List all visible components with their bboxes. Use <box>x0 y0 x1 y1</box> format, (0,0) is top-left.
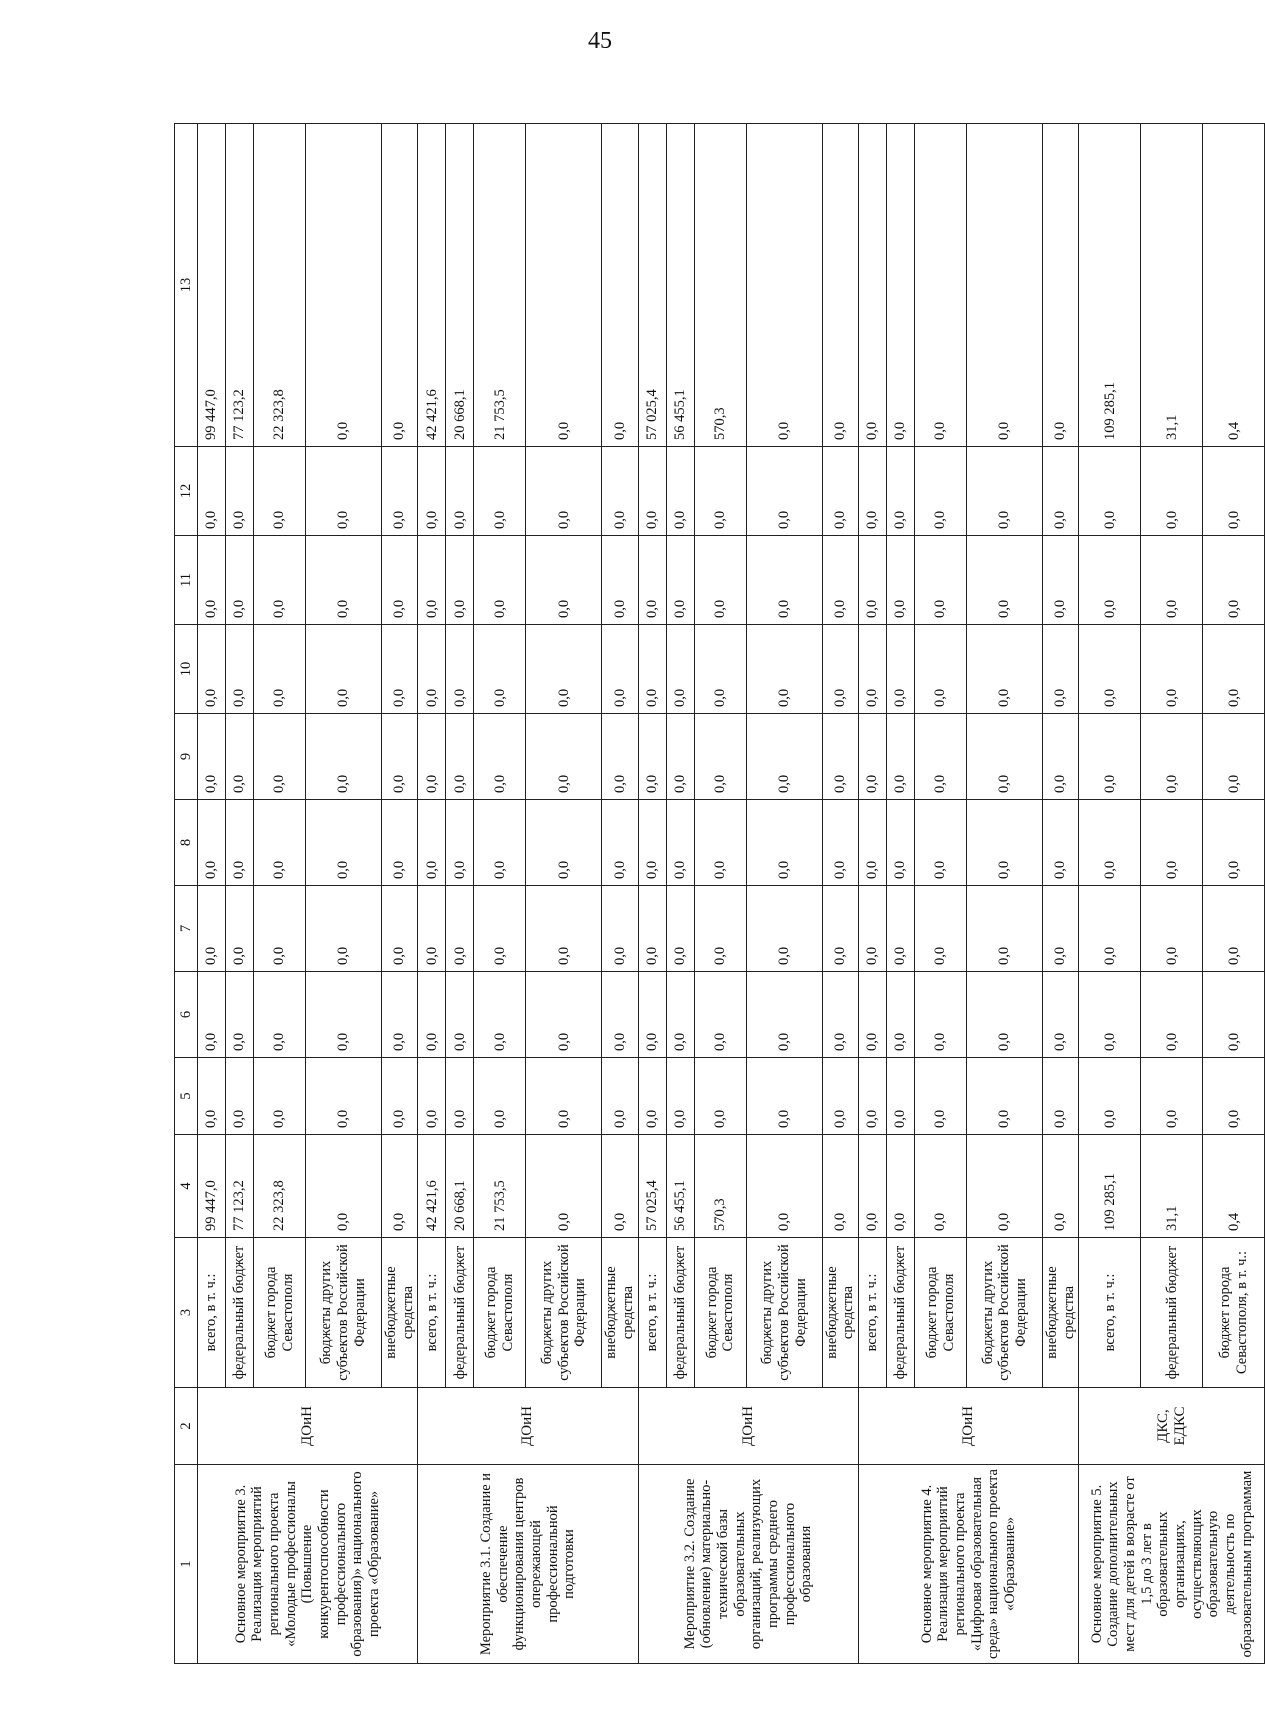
amount-cell: 0,0 <box>887 714 915 800</box>
amount-cell: 0,4 <box>1203 124 1265 447</box>
amount-cell: 0,0 <box>746 714 822 800</box>
column-header: 9 <box>175 714 198 800</box>
amount-cell: 0,0 <box>967 972 1043 1058</box>
amount-cell: 0,0 <box>1079 447 1141 536</box>
rotated-table-container <box>174 124 1255 1664</box>
amount-cell: 0,0 <box>1203 1058 1265 1135</box>
amount-cell: 0,0 <box>694 972 746 1058</box>
amount-cell: 109 285,1 <box>1079 124 1141 447</box>
amount-cell: 0,0 <box>967 447 1043 536</box>
amount-cell: 0,0 <box>915 972 967 1058</box>
amount-cell: 0,0 <box>306 536 382 625</box>
amount-cell: 0,0 <box>306 886 382 972</box>
column-header: 7 <box>175 886 198 972</box>
amount-cell: 0,0 <box>306 1135 382 1238</box>
amount-cell: 0,0 <box>418 625 446 714</box>
funding-source: бюджет города Севастополя <box>915 1238 967 1388</box>
amount-cell: 0,0 <box>666 972 694 1058</box>
amount-cell: 0,0 <box>1141 714 1203 800</box>
amount-cell: 0,0 <box>967 1058 1043 1135</box>
amount-cell: 0,0 <box>822 536 858 625</box>
amount-cell: 0,0 <box>666 1058 694 1135</box>
amount-cell: 0,0 <box>382 1058 418 1135</box>
amount-cell: 0,0 <box>382 447 418 536</box>
amount-cell: 0,0 <box>666 714 694 800</box>
amount-cell: 0,0 <box>474 625 526 714</box>
funding-source: бюджеты других субъектов Российской Федерации <box>526 1238 602 1388</box>
amount-cell: 0,0 <box>418 886 446 972</box>
amount-cell: 0,0 <box>198 447 226 536</box>
amount-cell: 0,0 <box>602 124 638 447</box>
amount-cell: 0,0 <box>859 625 887 714</box>
amount-cell: 0,0 <box>254 625 306 714</box>
amount-cell: 0,0 <box>254 972 306 1058</box>
funding-source: федеральный бюджет <box>666 1238 694 1388</box>
column-header: 10 <box>175 625 198 714</box>
amount-cell: 0,0 <box>198 1058 226 1135</box>
budget-table <box>174 123 1265 1664</box>
amount-cell: 0,0 <box>638 536 666 625</box>
amount-cell: 0,0 <box>1043 972 1079 1058</box>
amount-cell: 0,0 <box>1141 447 1203 536</box>
column-header: 12 <box>175 447 198 536</box>
amount-cell: 0,0 <box>887 447 915 536</box>
amount-cell: 0,0 <box>198 972 226 1058</box>
amount-cell: 0,0 <box>822 972 858 1058</box>
amount-cell: 0,0 <box>226 886 254 972</box>
amount-cell: 0,0 <box>226 625 254 714</box>
amount-cell: 0,0 <box>446 1058 474 1135</box>
amount-cell: 0,0 <box>967 886 1043 972</box>
amount-cell: 0,0 <box>1079 1058 1141 1135</box>
funding-source: бюджет города Севастополя, в т. ч.: <box>1203 1238 1265 1388</box>
amount-cell: 0,0 <box>1043 1058 1079 1135</box>
responsible-executor: ДОиН <box>198 1388 418 1465</box>
amount-cell: 0,0 <box>1079 625 1141 714</box>
amount-cell: 0,0 <box>526 972 602 1058</box>
amount-cell: 0,0 <box>915 714 967 800</box>
table-header <box>175 124 198 1664</box>
amount-cell: 0,0 <box>1203 972 1265 1058</box>
responsible-executor: ДОиН <box>638 1388 858 1465</box>
amount-cell: 57 025,4 <box>638 124 666 447</box>
amount-cell: 0,0 <box>306 1058 382 1135</box>
amount-cell: 57 025,4 <box>638 1135 666 1238</box>
funding-source: бюджеты других субъектов Российской Федерации <box>746 1238 822 1388</box>
amount-cell: 0,0 <box>1079 800 1141 886</box>
amount-cell: 0,0 <box>859 536 887 625</box>
amount-cell: 0,0 <box>638 447 666 536</box>
amount-cell: 0,0 <box>746 972 822 1058</box>
amount-cell: 570,3 <box>694 1135 746 1238</box>
amount-cell: 0,0 <box>887 536 915 625</box>
amount-cell: 0,0 <box>915 625 967 714</box>
amount-cell: 0,0 <box>1203 536 1265 625</box>
amount-cell: 0,0 <box>602 536 638 625</box>
amount-cell: 0,0 <box>822 1135 858 1238</box>
funding-source: бюджеты других субъектов Российской Федерации <box>306 1238 382 1388</box>
amount-cell: 56 455,1 <box>666 1135 694 1238</box>
amount-cell: 0,0 <box>254 714 306 800</box>
amount-cell: 0,0 <box>446 625 474 714</box>
amount-cell: 0,0 <box>382 536 418 625</box>
amount-cell: 0,0 <box>915 447 967 536</box>
amount-cell: 0,0 <box>306 972 382 1058</box>
column-header: 3 <box>175 1238 198 1388</box>
amount-cell: 0,0 <box>859 714 887 800</box>
amount-cell: 0,0 <box>198 886 226 972</box>
amount-cell: 0,0 <box>967 1135 1043 1238</box>
funding-source: бюджет города Севастополя <box>254 1238 306 1388</box>
amount-cell: 0,0 <box>198 625 226 714</box>
activity-description: Мероприятие 3.1. Создание и обеспечение функционирования центров опережающей профессиональной подготовки <box>418 1465 638 1664</box>
amount-cell: 109 285,1 <box>1079 1135 1141 1238</box>
amount-cell: 0,0 <box>887 886 915 972</box>
table-row <box>1079 124 1141 1664</box>
amount-cell: 0,0 <box>418 1058 446 1135</box>
amount-cell: 0,0 <box>1043 625 1079 714</box>
amount-cell: 21 753,5 <box>474 1135 526 1238</box>
amount-cell: 0,0 <box>226 714 254 800</box>
column-number-row <box>175 124 198 1664</box>
amount-cell: 0,0 <box>666 447 694 536</box>
amount-cell: 0,0 <box>474 800 526 886</box>
column-header: 11 <box>175 536 198 625</box>
amount-cell: 0,0 <box>526 625 602 714</box>
amount-cell: 0,0 <box>474 714 526 800</box>
amount-cell: 77 123,2 <box>226 124 254 447</box>
amount-cell: 0,0 <box>1141 800 1203 886</box>
amount-cell: 0,0 <box>887 1058 915 1135</box>
funding-source: федеральный бюджет <box>226 1238 254 1388</box>
amount-cell: 42 421,6 <box>418 124 446 447</box>
amount-cell: 0,0 <box>1043 800 1079 886</box>
funding-source: бюджет города Севастополя <box>474 1238 526 1388</box>
amount-cell: 0,0 <box>474 972 526 1058</box>
amount-cell: 0,0 <box>746 1135 822 1238</box>
amount-cell: 0,0 <box>887 972 915 1058</box>
amount-cell: 0,0 <box>382 625 418 714</box>
amount-cell: 0,0 <box>226 1058 254 1135</box>
amount-cell: 0,0 <box>382 1135 418 1238</box>
table-row <box>859 124 887 1664</box>
amount-cell: 0,0 <box>1043 536 1079 625</box>
amount-cell: 0,0 <box>226 972 254 1058</box>
amount-cell: 0,0 <box>859 972 887 1058</box>
amount-cell: 0,0 <box>694 714 746 800</box>
amount-cell: 0,0 <box>602 972 638 1058</box>
column-header: 4 <box>175 1135 198 1238</box>
amount-cell: 0,0 <box>1079 972 1141 1058</box>
amount-cell: 0,0 <box>666 625 694 714</box>
amount-cell: 0,0 <box>198 714 226 800</box>
amount-cell: 0,0 <box>694 800 746 886</box>
amount-cell: 0,0 <box>1203 625 1265 714</box>
amount-cell: 0,0 <box>198 800 226 886</box>
funding-source: федеральный бюджет <box>446 1238 474 1388</box>
amount-cell: 0,0 <box>746 536 822 625</box>
amount-cell: 0,0 <box>474 447 526 536</box>
amount-cell: 0,0 <box>638 625 666 714</box>
amount-cell: 0,0 <box>887 800 915 886</box>
amount-cell: 0,0 <box>822 447 858 536</box>
funding-source: бюджеты других субъектов Российской Федерации <box>967 1238 1043 1388</box>
amount-cell: 0,0 <box>1043 886 1079 972</box>
page-number: 45 <box>588 28 612 54</box>
amount-cell: 0,0 <box>915 1135 967 1238</box>
amount-cell: 0,0 <box>474 1058 526 1135</box>
amount-cell: 0,0 <box>638 886 666 972</box>
amount-cell: 0,0 <box>1079 886 1141 972</box>
responsible-executor: ДОиН <box>418 1388 638 1465</box>
funding-source: всего, в т. ч.: <box>418 1238 446 1388</box>
amount-cell: 0,0 <box>666 886 694 972</box>
funding-source: федеральный бюджет <box>887 1238 915 1388</box>
amount-cell: 0,0 <box>418 972 446 1058</box>
amount-cell: 0,0 <box>822 124 858 447</box>
amount-cell: 0,0 <box>1043 124 1079 447</box>
amount-cell: 0,0 <box>474 536 526 625</box>
amount-cell: 31,1 <box>1141 124 1203 447</box>
amount-cell: 0,0 <box>822 886 858 972</box>
activity-description: Основное мероприятие 3. Реализация мероприятий регионального проекта «Молодые профессионалы (Повышение конкурентоспособности профессионального образования)» национального проекта «Образование» <box>198 1465 418 1664</box>
funding-source: всего, в т. ч.: <box>198 1238 226 1388</box>
amount-cell: 570,3 <box>694 124 746 447</box>
amount-cell: 0,0 <box>746 447 822 536</box>
amount-cell: 0,0 <box>915 800 967 886</box>
amount-cell: 0,0 <box>1141 1058 1203 1135</box>
amount-cell: 0,0 <box>602 1058 638 1135</box>
amount-cell: 0,0 <box>638 1058 666 1135</box>
column-header: 2 <box>175 1388 198 1465</box>
amount-cell: 0,0 <box>1043 1135 1079 1238</box>
funding-source: всего, в т. ч.: <box>638 1238 666 1388</box>
amount-cell: 0,0 <box>446 972 474 1058</box>
amount-cell: 0,0 <box>967 536 1043 625</box>
funding-source: внебюджетные средства <box>602 1238 638 1388</box>
table-row <box>418 124 446 1664</box>
amount-cell: 0,0 <box>1203 447 1265 536</box>
amount-cell: 0,0 <box>859 886 887 972</box>
funding-source: внебюджетные средства <box>1043 1238 1079 1388</box>
amount-cell: 0,0 <box>859 1058 887 1135</box>
amount-cell: 0,0 <box>746 886 822 972</box>
amount-cell: 99 447,0 <box>198 1135 226 1238</box>
amount-cell: 0,0 <box>694 886 746 972</box>
amount-cell: 0,0 <box>418 714 446 800</box>
amount-cell: 0,0 <box>1141 886 1203 972</box>
responsible-executor: ДОиН <box>859 1388 1079 1465</box>
funding-source: внебюджетные средства <box>382 1238 418 1388</box>
amount-cell: 0,0 <box>967 625 1043 714</box>
amount-cell: 0,0 <box>746 1058 822 1135</box>
amount-cell: 0,0 <box>526 1135 602 1238</box>
amount-cell: 0,0 <box>638 800 666 886</box>
amount-cell: 0,0 <box>446 447 474 536</box>
amount-cell: 0,0 <box>915 1058 967 1135</box>
amount-cell: 0,0 <box>1079 536 1141 625</box>
amount-cell: 0,0 <box>887 625 915 714</box>
amount-cell: 0,0 <box>1043 447 1079 536</box>
amount-cell: 0,0 <box>526 447 602 536</box>
amount-cell: 0,0 <box>859 447 887 536</box>
amount-cell: 0,0 <box>746 124 822 447</box>
amount-cell: 0,0 <box>1141 625 1203 714</box>
amount-cell: 0,0 <box>1043 714 1079 800</box>
amount-cell: 0,0 <box>526 886 602 972</box>
amount-cell: 0,0 <box>226 536 254 625</box>
amount-cell: 0,0 <box>254 886 306 972</box>
amount-cell: 0,0 <box>746 800 822 886</box>
amount-cell: 0,0 <box>602 1135 638 1238</box>
amount-cell: 0,0 <box>859 800 887 886</box>
amount-cell: 0,0 <box>474 886 526 972</box>
amount-cell: 0,0 <box>822 1058 858 1135</box>
amount-cell: 0,0 <box>822 714 858 800</box>
table-row <box>638 124 666 1664</box>
amount-cell: 0,0 <box>602 886 638 972</box>
amount-cell: 0,0 <box>306 447 382 536</box>
amount-cell: 0,0 <box>198 536 226 625</box>
column-header: 8 <box>175 800 198 886</box>
amount-cell: 20 668,1 <box>446 1135 474 1238</box>
amount-cell: 0,0 <box>306 800 382 886</box>
amount-cell: 56 455,1 <box>666 124 694 447</box>
amount-cell: 0,0 <box>915 536 967 625</box>
amount-cell: 0,0 <box>1203 886 1265 972</box>
amount-cell: 42 421,6 <box>418 1135 446 1238</box>
amount-cell: 0,0 <box>967 800 1043 886</box>
column-header: 6 <box>175 972 198 1058</box>
amount-cell: 0,0 <box>418 447 446 536</box>
funding-source: бюджет города Севастополя <box>694 1238 746 1388</box>
amount-cell: 0,0 <box>1079 714 1141 800</box>
amount-cell: 0,0 <box>859 1135 887 1238</box>
amount-cell: 0,0 <box>526 536 602 625</box>
amount-cell: 99 447,0 <box>198 124 226 447</box>
amount-cell: 0,0 <box>746 625 822 714</box>
amount-cell: 0,0 <box>382 800 418 886</box>
amount-cell: 0,0 <box>254 1058 306 1135</box>
amount-cell: 0,0 <box>602 625 638 714</box>
amount-cell: 0,0 <box>967 714 1043 800</box>
amount-cell: 22 323,8 <box>254 1135 306 1238</box>
amount-cell: 0,0 <box>446 536 474 625</box>
amount-cell: 77 123,2 <box>226 1135 254 1238</box>
amount-cell: 20 668,1 <box>446 124 474 447</box>
amount-cell: 0,0 <box>967 124 1043 447</box>
amount-cell: 0,0 <box>694 625 746 714</box>
amount-cell: 0,0 <box>226 800 254 886</box>
amount-cell: 0,0 <box>694 1058 746 1135</box>
activity-description: Основное мероприятие 5. Создание дополнительных мест для детей в возрасте от 1,5 до 3 лет в образовательных организациях, осуществляющих образовательную деятельность по образовательным программам <box>1079 1465 1265 1664</box>
amount-cell: 0,0 <box>602 714 638 800</box>
amount-cell: 21 753,5 <box>474 124 526 447</box>
responsible-executor: ДКС, ЕДКС <box>1079 1388 1265 1465</box>
activity-description: Основное мероприятие 4. Реализация мероприятий регионального проекта «Цифровая образовательная среда» национального проекта «Образование» <box>859 1465 1079 1664</box>
amount-cell: 0,0 <box>254 536 306 625</box>
amount-cell: 0,4 <box>1203 1135 1265 1238</box>
funding-source: всего, в т. ч.: <box>859 1238 887 1388</box>
amount-cell: 0,0 <box>602 447 638 536</box>
amount-cell: 0,0 <box>446 714 474 800</box>
column-header: 1 <box>175 1465 198 1664</box>
amount-cell: 0,0 <box>638 972 666 1058</box>
amount-cell: 0,0 <box>822 625 858 714</box>
amount-cell: 0,0 <box>1203 800 1265 886</box>
amount-cell: 0,0 <box>446 800 474 886</box>
amount-cell: 0,0 <box>418 536 446 625</box>
amount-cell: 0,0 <box>418 800 446 886</box>
amount-cell: 0,0 <box>226 447 254 536</box>
amount-cell: 0,0 <box>694 447 746 536</box>
table-row <box>198 124 226 1664</box>
amount-cell: 22 323,8 <box>254 124 306 447</box>
column-header: 5 <box>175 1058 198 1135</box>
activity-description: Мероприятие 3.2. Создание (обновление) материально-технической базы образовательных организаций, реализующих программы среднего профессионального образования <box>638 1465 858 1664</box>
amount-cell: 0,0 <box>306 625 382 714</box>
amount-cell: 0,0 <box>254 447 306 536</box>
funding-source: федеральный бюджет <box>1141 1238 1203 1388</box>
amount-cell: 0,0 <box>915 886 967 972</box>
amount-cell: 0,0 <box>306 714 382 800</box>
column-header: 13 <box>175 124 198 447</box>
amount-cell: 0,0 <box>306 124 382 447</box>
table-body <box>198 124 1265 1664</box>
amount-cell: 0,0 <box>859 124 887 447</box>
amount-cell: 0,0 <box>915 124 967 447</box>
funding-source: внебюджетные средства <box>822 1238 858 1388</box>
funding-source: всего, в т. ч.: <box>1079 1238 1141 1388</box>
amount-cell: 0,0 <box>526 124 602 447</box>
amount-cell: 0,0 <box>526 1058 602 1135</box>
amount-cell: 0,0 <box>602 800 638 886</box>
amount-cell: 0,0 <box>694 536 746 625</box>
amount-cell: 0,0 <box>382 124 418 447</box>
amount-cell: 0,0 <box>887 1135 915 1238</box>
amount-cell: 0,0 <box>382 886 418 972</box>
amount-cell: 0,0 <box>1141 972 1203 1058</box>
amount-cell: 0,0 <box>666 800 694 886</box>
amount-cell: 0,0 <box>382 714 418 800</box>
amount-cell: 0,0 <box>887 124 915 447</box>
amount-cell: 0,0 <box>1203 714 1265 800</box>
amount-cell: 31,1 <box>1141 1135 1203 1238</box>
amount-cell: 0,0 <box>446 886 474 972</box>
amount-cell: 0,0 <box>254 800 306 886</box>
amount-cell: 0,0 <box>666 536 694 625</box>
amount-cell: 0,0 <box>526 800 602 886</box>
amount-cell: 0,0 <box>822 800 858 886</box>
amount-cell: 0,0 <box>526 714 602 800</box>
amount-cell: 0,0 <box>638 714 666 800</box>
amount-cell: 0,0 <box>1141 536 1203 625</box>
amount-cell: 0,0 <box>382 972 418 1058</box>
